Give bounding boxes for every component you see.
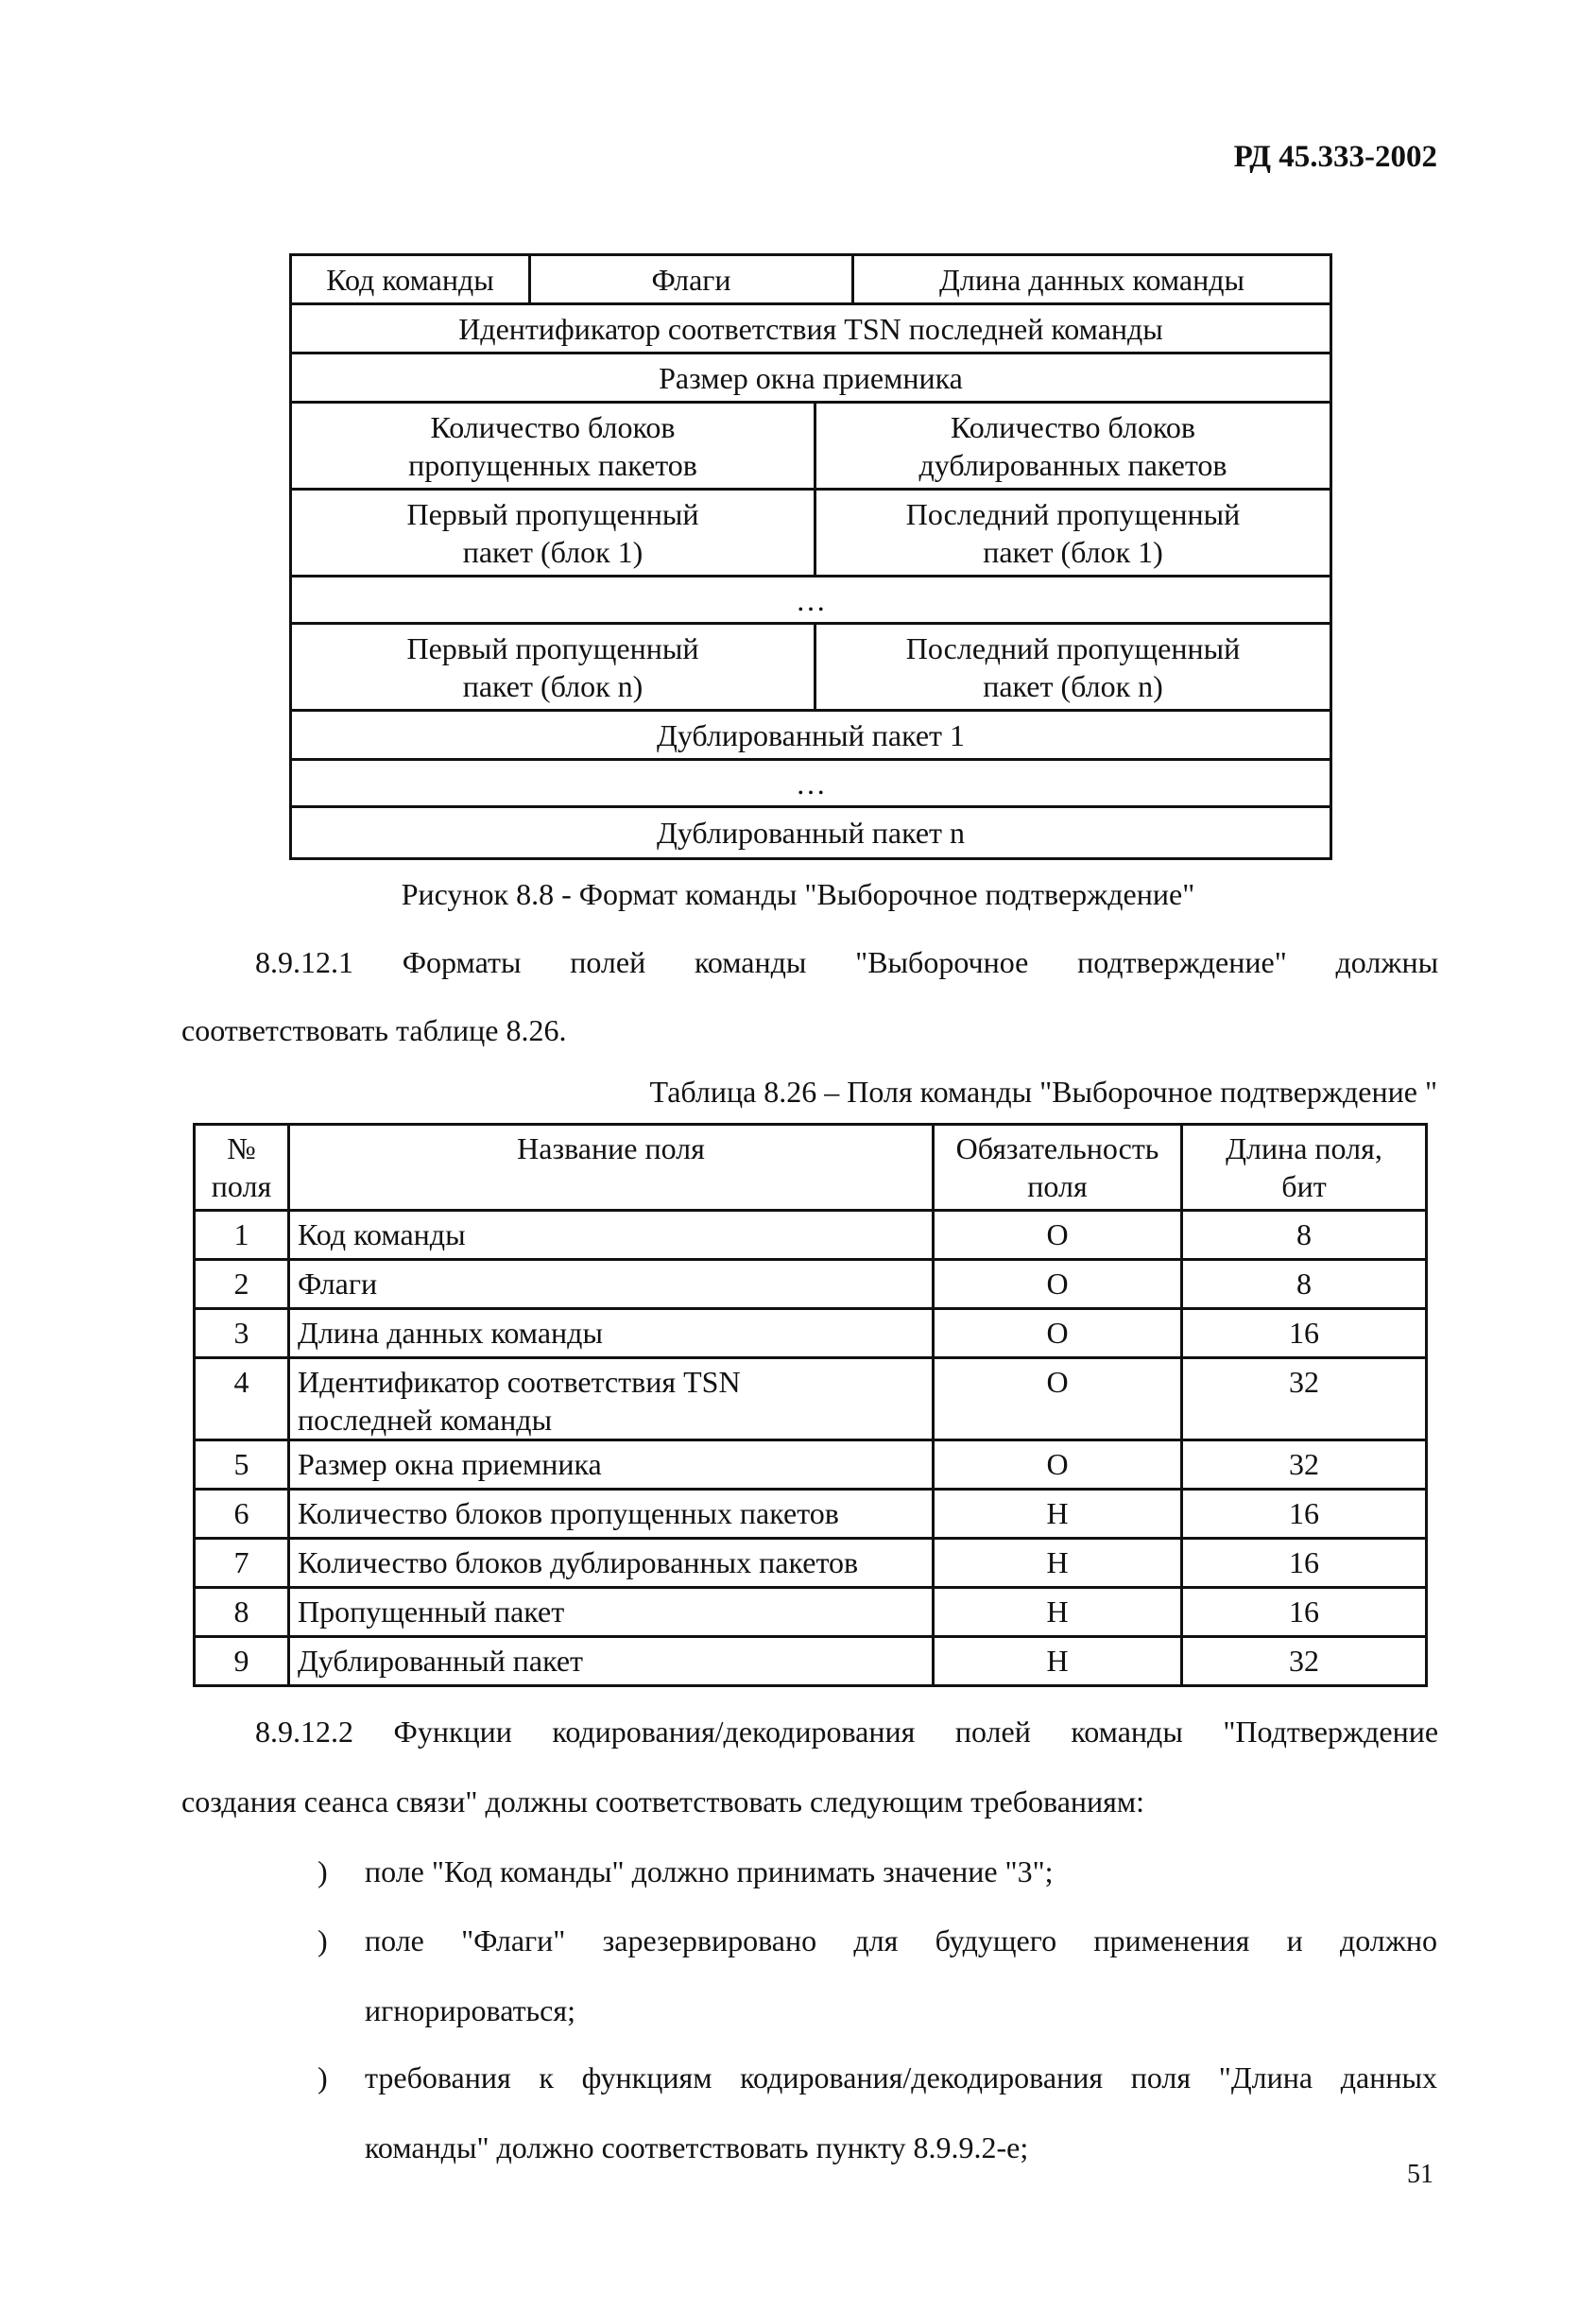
list-marker: ) — [317, 1854, 328, 1888]
paragraph-8-9-12-2-line1: 8.9.12.2 Функции кодирования/декодирования полей команды "Подтверждение — [255, 1715, 1439, 1749]
table-row: 6 Количество блоков пропущенных пакетов Н 16 — [195, 1490, 1427, 1539]
paragraph-8-9-12-1-line2: соответствовать таблице 8.26. — [181, 1013, 567, 1047]
field-command-code: Код команды — [326, 262, 494, 297]
table-row: 3 Длина данных команды О 16 — [195, 1309, 1427, 1358]
list-item-text: требования к функциям кодирования/декодирования поля "Длина данных команды" должно соответствовать пункту 8.9.9.2-е; — [365, 2060, 1437, 2164]
field-first-missed-block-n: Первый пропущенный пакет (блок n) — [406, 630, 699, 703]
diagram-row-dup-n — [292, 808, 1330, 857]
field-last-missed-block-n: Последний пропущенный пакет (блок n) — [814, 625, 1330, 709]
field-duplicate-blocks-count: Количество блоков дублированных пакетов — [814, 404, 1330, 488]
table-row: 2 Флаги О 8 — [195, 1260, 1427, 1309]
table-row: 1 Код команды О 8 — [195, 1211, 1427, 1260]
list-marker: ) — [317, 1923, 328, 1957]
diagram-row-dup-1 — [292, 712, 1330, 761]
diagram-row-window — [292, 354, 1330, 404]
table-row: 5 Размер окна приемника О 32 — [195, 1440, 1427, 1490]
table-title: Таблица 8.26 – Поля команды "Выборочное подтверждение " — [649, 1075, 1437, 1109]
document-code: РД 45.333-2002 — [1233, 140, 1437, 174]
field-tsn-id: Идентификатор соответствия TSN последней команды — [458, 311, 1163, 346]
field-duplicate-packet-n: Дублированный пакет n — [656, 816, 965, 850]
diagram-row-header — [292, 256, 1330, 305]
table-row: 7 Количество блоков дублированных пакетов Н 16 — [195, 1539, 1427, 1588]
list-item-text: поле "Флаги" зарезервировано для будущего применения и должно игнорироваться; — [365, 1923, 1437, 2027]
header-field-name: Название поля — [289, 1125, 934, 1211]
field-flags: Флаги — [528, 256, 851, 302]
table-row: 9 Дублированный пакет Н 32 — [195, 1637, 1427, 1686]
diagram-row-tsn — [292, 305, 1330, 354]
command-format-diagram — [289, 253, 1332, 860]
field-first-missed-block-1: Первый пропущенный пакет (блок 1) — [406, 496, 699, 569]
list-item-text: поле "Код команды" должно принимать значение "3"; — [365, 1854, 1054, 1888]
diagram-row-block-counts — [292, 404, 1330, 491]
paragraph-8-9-12-1-line1: 8.9.12.1 Форматы полей команды "Выборочное подтверждение" должны — [255, 945, 1439, 979]
table-row: 8 Пропущенный пакет Н 16 — [195, 1588, 1427, 1637]
field-missed-blocks-count: Количество блоков пропущенных пакетов — [408, 409, 697, 482]
table-row: 4 Идентификатор соответствия TSN последней команды О 32 — [195, 1358, 1427, 1440]
ellipsis: … — [796, 766, 826, 801]
field-data-length: Длина данных команды — [851, 256, 1330, 302]
table-header-row — [195, 1125, 1427, 1211]
diagram-row-block-n — [292, 625, 1330, 712]
figure-caption: Рисунок 8.8 - Формат команды "Выборочное подтверждение" — [401, 877, 1195, 911]
diagram-row-block-1 — [292, 491, 1330, 578]
page-number: 51 — [1407, 2160, 1433, 2189]
ellipsis: … — [796, 582, 826, 617]
header-field-length: Длина поля, бит — [1182, 1125, 1427, 1211]
paragraph-8-9-12-2-line2: создания сеанса связи" должны соответствовать следующим требованиям: — [181, 1784, 1145, 1819]
diagram-row-ellipsis-1 — [292, 578, 1330, 625]
field-duplicate-packet-1: Дублированный пакет 1 — [656, 717, 965, 752]
field-window-size: Размер окна приемника — [659, 360, 963, 395]
header-field-number: № поля — [195, 1125, 289, 1211]
header-mandatory: Обязательность поля — [934, 1125, 1182, 1211]
list-marker: ) — [317, 2060, 328, 2095]
field-last-missed-block-1: Последний пропущенный пакет (блок 1) — [814, 491, 1330, 575]
fields-table — [193, 1123, 1428, 1687]
diagram-row-ellipsis-2 — [292, 761, 1330, 808]
